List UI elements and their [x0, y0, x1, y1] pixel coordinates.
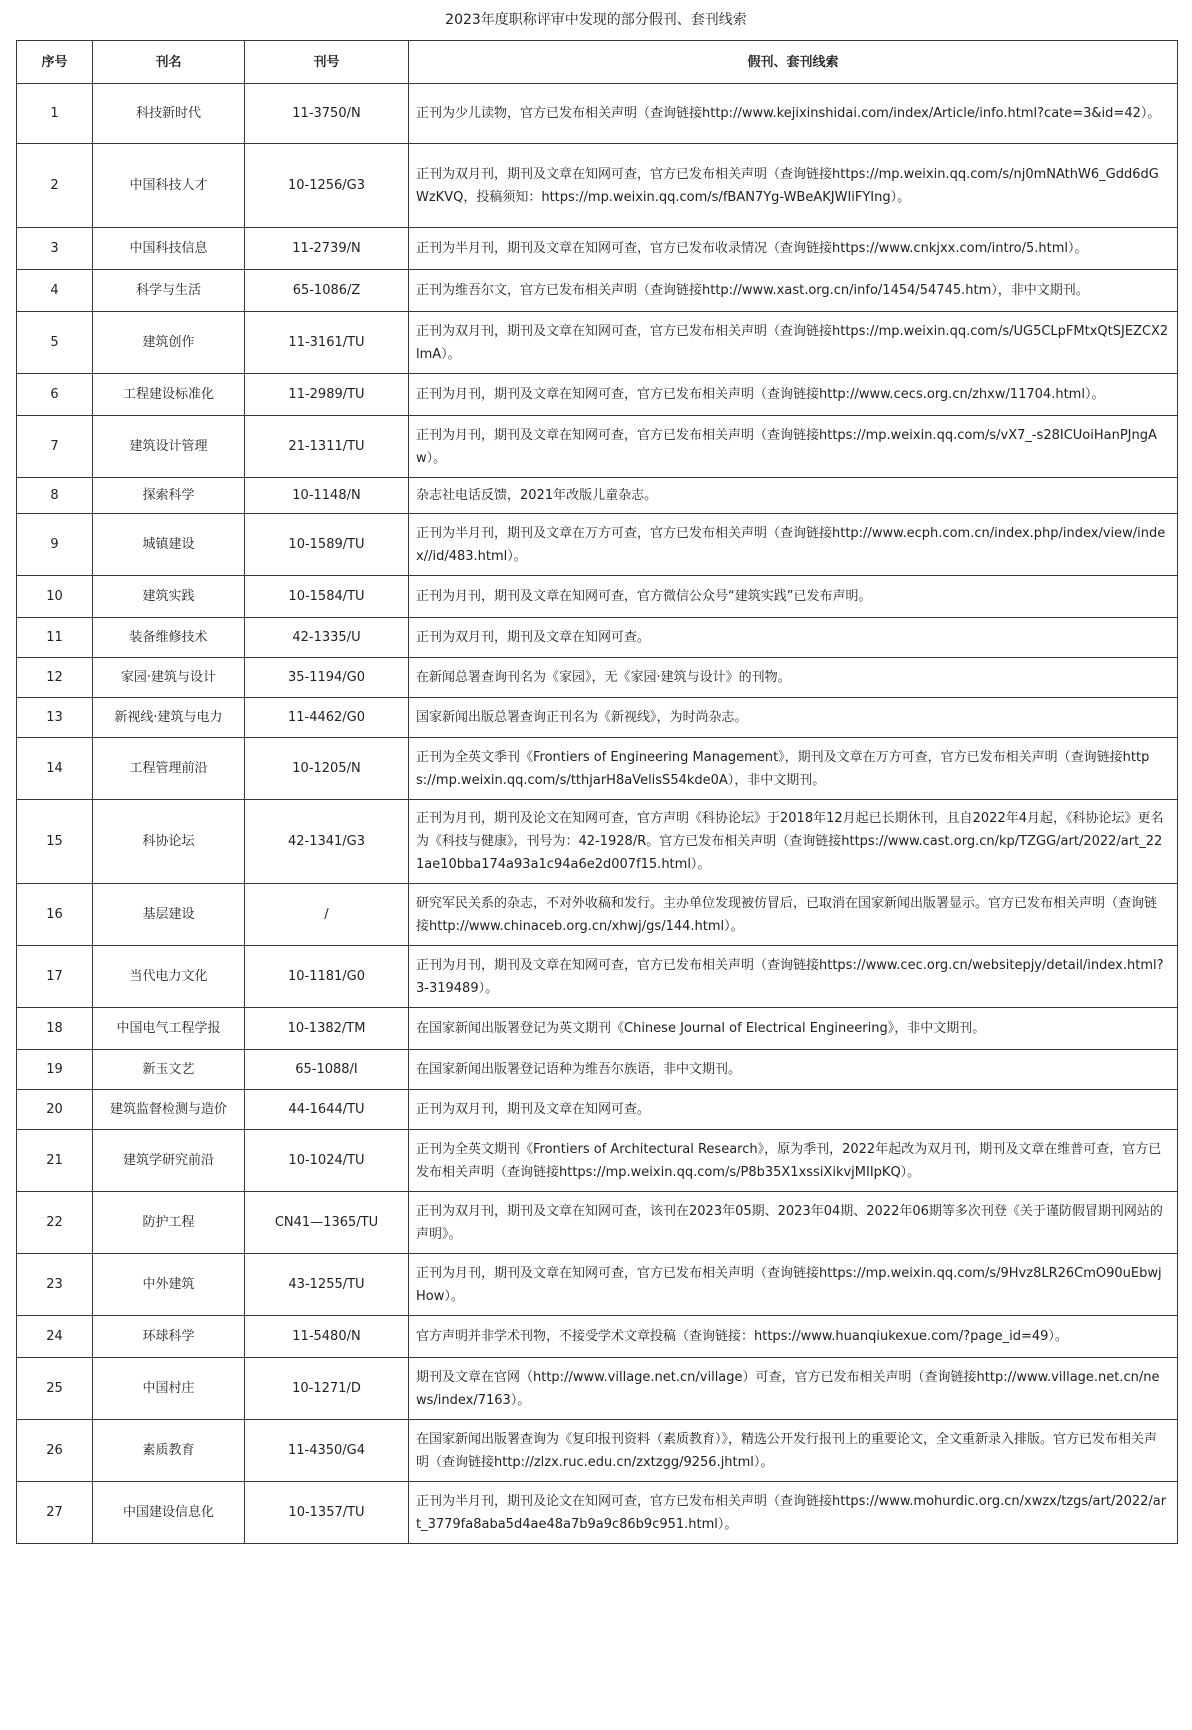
table-row [17, 738, 1178, 800]
cell-journal-name: 中国建设信息化 [93, 1482, 245, 1544]
cell-journal-number: 10-1357/TU [245, 1482, 409, 1544]
cell-journal-name: 工程建设标准化 [93, 374, 245, 416]
cell-serial-no: 8 [17, 478, 93, 514]
cell-clue: 在国家新闻出版署查询为《复印报刊资料（素质教育）》，精选公开发行报刊上的重要论文，全文重新录入排版。官方已发布相关声明（查询链接http://zlzx.ruc.edu.cn/zxtzgg/9256.jhtml）。 [409, 1420, 1178, 1482]
table-row [17, 800, 1178, 884]
cell-journal-number: 11-5480/N [245, 1316, 409, 1358]
table-row [17, 1192, 1178, 1254]
table-header [17, 41, 1178, 84]
cell-journal-name: 当代电力文化 [93, 946, 245, 1008]
table-row [17, 1254, 1178, 1316]
cell-journal-name: 建筑设计管理 [93, 416, 245, 478]
cell-journal-name: 防护工程 [93, 1192, 245, 1254]
cell-clue: 正刊为双月刊，期刊及文章在知网可查，官方已发布相关声明（查询链接https://mp.weixin.qq.com/s/UG5CLpFMtxQtSJEZCX2lmA）。 [409, 312, 1178, 374]
table-row [17, 1358, 1178, 1420]
cell-journal-number: 44-1644/TU [245, 1090, 409, 1130]
table-row [17, 144, 1178, 228]
cell-journal-name: 建筑创作 [93, 312, 245, 374]
cell-journal-number: 10-1256/G3 [245, 144, 409, 228]
cell-clue: 在国家新闻出版署登记语种为维吾尔族语，非中文期刊。 [409, 1050, 1178, 1090]
cell-serial-no: 19 [17, 1050, 93, 1090]
cell-serial-no: 25 [17, 1358, 93, 1420]
cell-clue: 研究军民关系的杂志，不对外收稿和发行。主办单位发现被仿冒后，已取消在国家新闻出版署显示。官方已发布相关声明（查询链接http://www.chinaceb.org.cn/xhwj/gs/144.html）。 [409, 884, 1178, 946]
cell-clue: 正刊为月刊，期刊及文章在知网可查，官方微信公众号“建筑实践”已发布声明。 [409, 576, 1178, 618]
cell-clue: 正刊为全英文期刊《Frontiers of Architectural Research》，原为季刊，2022年起改为双月刊，期刊及文章在维普可查，官方已发布相关声明（查询链接https://mp.weixin.qq.com/s/P8b35X1xssiXikvjMIIpKQ）。 [409, 1130, 1178, 1192]
cell-journal-number: 11-3750/N [245, 84, 409, 144]
cell-journal-name: 新玉文艺 [93, 1050, 245, 1090]
cell-clue: 正刊为月刊，期刊及文章在知网可查，官方已发布相关声明（查询链接https://mp.weixin.qq.com/s/vX7_-s28ICUoiHanPJngAw）。 [409, 416, 1178, 478]
cell-journal-number: 10-1205/N [245, 738, 409, 800]
cell-journal-name: 城镇建设 [93, 514, 245, 576]
table-header-row [17, 41, 1178, 84]
cell-journal-name: 中国科技人才 [93, 144, 245, 228]
cell-journal-name: 工程管理前沿 [93, 738, 245, 800]
cell-journal-number: 11-4462/G0 [245, 698, 409, 738]
cell-journal-name: 环球科学 [93, 1316, 245, 1358]
cell-clue: 正刊为少儿读物，官方已发布相关声明（查询链接http://www.kejixinshidai.com/index/Article/info.html?cate=3&id=42）。 [409, 84, 1178, 144]
table-row [17, 1050, 1178, 1090]
cell-clue: 正刊为月刊，期刊及论文在知网可查，官方声明《科协论坛》于2018年12月起已长期休刊，且自2022年4月起，《科协论坛》更名为《科技与健康》，刊号为：42-1928/R。官方已发布相关声明（查询链接https://www.cast.org.cn/kp/TZGG/art/2022/art_221ae10bba174a93a1c94a6e2d007f15.html）。 [409, 800, 1178, 884]
table-body [17, 84, 1178, 1544]
cell-clue: 正刊为月刊，期刊及文章在知网可查，官方已发布相关声明（查询链接https://mp.weixin.qq.com/s/9Hvz8LR26CmO90uEbwjHow）。 [409, 1254, 1178, 1316]
cell-serial-no: 20 [17, 1090, 93, 1130]
cell-clue: 正刊为月刊，期刊及文章在知网可查，官方已发布相关声明（查询链接https://www.cec.org.cn/websitepjy/detail/index.html?3-319489）。 [409, 946, 1178, 1008]
cell-serial-no: 16 [17, 884, 93, 946]
cell-clue: 正刊为维吾尔文，官方已发布相关声明（查询链接http://www.xast.org.cn/info/1454/54745.htm），非中文期刊。 [409, 270, 1178, 312]
cell-journal-name: 科技新时代 [93, 84, 245, 144]
cell-journal-name: 中国电气工程学报 [93, 1008, 245, 1050]
cell-journal-number: 42-1341/G3 [245, 800, 409, 884]
cell-journal-name: 中国科技信息 [93, 228, 245, 270]
cell-clue: 期刊及文章在官网（http://www.village.net.cn/village）可查，官方已发布相关声明（查询链接http://www.village.net.cn/news/index/7163）。 [409, 1358, 1178, 1420]
cell-serial-no: 17 [17, 946, 93, 1008]
cell-serial-no: 22 [17, 1192, 93, 1254]
fake-journal-table [16, 40, 1178, 1544]
cell-serial-no: 3 [17, 228, 93, 270]
cell-journal-number: 43-1255/TU [245, 1254, 409, 1316]
table-row [17, 1482, 1178, 1544]
cell-journal-name: 建筑实践 [93, 576, 245, 618]
table-row [17, 576, 1178, 618]
cell-clue: 国家新闻出版总署查询正刊名为《新视线》，为时尚杂志。 [409, 698, 1178, 738]
cell-serial-no: 7 [17, 416, 93, 478]
cell-journal-name: 装备维修技术 [93, 618, 245, 658]
cell-clue: 在新闻总署查询刊名为《家园》，无《家园·建筑与设计》的刊物。 [409, 658, 1178, 698]
table-row [17, 84, 1178, 144]
table-row [17, 1316, 1178, 1358]
cell-journal-name: 中外建筑 [93, 1254, 245, 1316]
cell-serial-no: 18 [17, 1008, 93, 1050]
table-row [17, 658, 1178, 698]
cell-serial-no: 2 [17, 144, 93, 228]
cell-journal-name: 中国村庄 [93, 1358, 245, 1420]
cell-journal-name: 建筑监督检测与造价 [93, 1090, 245, 1130]
table-row [17, 228, 1178, 270]
cell-clue: 正刊为半月刊，期刊及文章在知网可查，官方已发布收录情况（查询链接https://www.cnkjxx.com/intro/5.html）。 [409, 228, 1178, 270]
cell-journal-number: 10-1181/G0 [245, 946, 409, 1008]
cell-clue: 正刊为双月刊，期刊及文章在知网可查，官方已发布相关声明（查询链接https://mp.weixin.qq.com/s/nj0mNAthW6_Gdd6dGWzKVQ，投稿须知：https://mp.weixin.qq.com/s/fBAN7Yg-WBeAKJWIiFYIng）。 [409, 144, 1178, 228]
cell-journal-number: 10-1584/TU [245, 576, 409, 618]
header-clue: 假刊、套刊线索 [409, 41, 1178, 84]
cell-serial-no: 24 [17, 1316, 93, 1358]
cell-journal-number: 35-1194/G0 [245, 658, 409, 698]
cell-serial-no: 1 [17, 84, 93, 144]
cell-clue: 正刊为双月刊，期刊及文章在知网可查，该刊在2023年05期、2023年04期、2022年06期等多次刊登《关于谨防假冒期刊网站的声明》。 [409, 1192, 1178, 1254]
cell-serial-no: 4 [17, 270, 93, 312]
cell-clue: 正刊为半月刊，期刊及论文在知网可查，官方已发布相关声明（查询链接https://www.mohurdic.org.cn/xwzx/tzgs/art/2022/art_3779fa8aba5d4ae48a7b9a9c86b9c951.html）。 [409, 1482, 1178, 1544]
cell-serial-no: 9 [17, 514, 93, 576]
cell-serial-no: 27 [17, 1482, 93, 1544]
table-row [17, 478, 1178, 514]
cell-journal-number: 10-1382/TM [245, 1008, 409, 1050]
table-row [17, 270, 1178, 312]
table-row [17, 946, 1178, 1008]
cell-serial-no: 14 [17, 738, 93, 800]
table-row [17, 514, 1178, 576]
cell-journal-number: 42-1335/U [245, 618, 409, 658]
table-row [17, 1008, 1178, 1050]
table-row [17, 312, 1178, 374]
cell-clue: 正刊为双月刊，期刊及文章在知网可查。 [409, 618, 1178, 658]
cell-journal-number: 10-1148/N [245, 478, 409, 514]
document-title: 2023年度职称评审中发现的部分假刊、套刊线索 [445, 12, 747, 28]
cell-journal-number: 11-2989/TU [245, 374, 409, 416]
cell-journal-name: 科学与生活 [93, 270, 245, 312]
cell-journal-name: 建筑学研究前沿 [93, 1130, 245, 1192]
table-row [17, 1130, 1178, 1192]
cell-serial-no: 6 [17, 374, 93, 416]
cell-journal-number: 10-1589/TU [245, 514, 409, 576]
cell-journal-number: 11-2739/N [245, 228, 409, 270]
cell-serial-no: 21 [17, 1130, 93, 1192]
cell-journal-number: 65-1088/I [245, 1050, 409, 1090]
cell-clue: 官方声明并非学术刊物，不接受学术文章投稿（查询链接：https://www.huanqiukexue.com/?page_id=49）。 [409, 1316, 1178, 1358]
cell-serial-no: 15 [17, 800, 93, 884]
cell-journal-number: 21-1311/TU [245, 416, 409, 478]
cell-clue: 正刊为半月刊，期刊及文章在万方可查，官方已发布相关声明（查询链接http://www.ecph.com.cn/index.php/index/view/index//id/483.html）。 [409, 514, 1178, 576]
cell-serial-no: 12 [17, 658, 93, 698]
cell-clue: 正刊为全英文季刊《Frontiers of Engineering Management》，期刊及文章在万方可查，官方已发布相关声明（查询链接https://mp.weixin.qq.com/s/tthjarH8aVelisS54kde0A），非中文期刊。 [409, 738, 1178, 800]
table-row [17, 698, 1178, 738]
header-journal-number: 刊号 [245, 41, 409, 84]
cell-journal-number: 11-4350/G4 [245, 1420, 409, 1482]
table-row [17, 416, 1178, 478]
cell-clue: 正刊为双月刊，期刊及文章在知网可查。 [409, 1090, 1178, 1130]
cell-serial-no: 13 [17, 698, 93, 738]
cell-clue: 在国家新闻出版署登记为英文期刊《Chinese Journal of Electrical Engineering》，非中文期刊。 [409, 1008, 1178, 1050]
cell-journal-name: 科协论坛 [93, 800, 245, 884]
cell-journal-name: 基层建设 [93, 884, 245, 946]
cell-journal-name: 新视线·建筑与电力 [93, 698, 245, 738]
cell-journal-name: 家园·建筑与设计 [93, 658, 245, 698]
table-row [17, 1420, 1178, 1482]
cell-clue: 杂志社电话反馈，2021年改版儿童杂志。 [409, 478, 1178, 514]
cell-journal-number: 11-3161/TU [245, 312, 409, 374]
cell-journal-name: 探索科学 [93, 478, 245, 514]
cell-serial-no: 11 [17, 618, 93, 658]
table-row [17, 1090, 1178, 1130]
cell-journal-name: 素质教育 [93, 1420, 245, 1482]
table-row [17, 374, 1178, 416]
table-row [17, 618, 1178, 658]
header-serial-no: 序号 [17, 41, 93, 84]
header-journal-name: 刊名 [93, 41, 245, 84]
table-row [17, 884, 1178, 946]
cell-serial-no: 10 [17, 576, 93, 618]
cell-serial-no: 26 [17, 1420, 93, 1482]
cell-journal-number: 10-1024/TU [245, 1130, 409, 1192]
cell-serial-no: 5 [17, 312, 93, 374]
cell-serial-no: 23 [17, 1254, 93, 1316]
cell-journal-number: CN41—1365/TU [245, 1192, 409, 1254]
cell-journal-number: 65-1086/Z [245, 270, 409, 312]
cell-journal-number: 10-1271/D [245, 1358, 409, 1420]
cell-journal-number: / [245, 884, 409, 946]
cell-clue: 正刊为月刊，期刊及文章在知网可查，官方已发布相关声明（查询链接http://www.cecs.org.cn/zhxw/11704.html）。 [409, 374, 1178, 416]
